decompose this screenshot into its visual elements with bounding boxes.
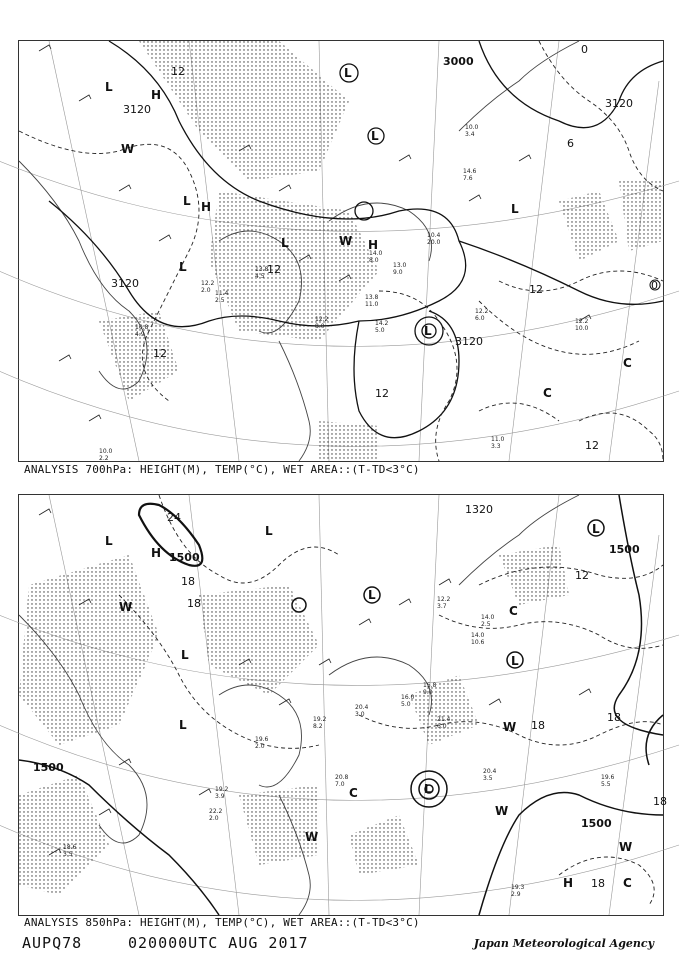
center-marker: L bbox=[368, 588, 376, 602]
height-label: 3120 bbox=[605, 97, 633, 110]
temp-label: 18 bbox=[531, 719, 545, 732]
station-obs: 10.8 4.9 bbox=[135, 324, 149, 338]
station-obs: 14.2 5.0 bbox=[375, 320, 389, 334]
station-obs: 21.4 6.0 bbox=[437, 716, 451, 730]
center-marker: L bbox=[424, 782, 432, 796]
chart-code: AUPQ78 bbox=[22, 934, 83, 952]
station-obs: 16.0 5.0 bbox=[401, 694, 415, 708]
center-marker: W bbox=[619, 840, 633, 854]
center-marker: L bbox=[181, 648, 189, 662]
center-marker: L bbox=[281, 236, 289, 250]
station-obs: 15.8 9.0 bbox=[423, 682, 437, 696]
height-label: 1500 bbox=[33, 761, 64, 774]
temp-label: 18 bbox=[591, 877, 605, 890]
center-marker: L bbox=[592, 522, 600, 536]
center-marker: L bbox=[179, 260, 187, 274]
temp-label: 18 bbox=[187, 597, 201, 610]
station-obs: 14.0 10.6 bbox=[471, 632, 485, 646]
caption-700hpa: ANALYSIS 700hPa: HEIGHT(M), TEMP(°C), WET AREA::(T-TD<3°C) bbox=[24, 463, 420, 476]
center-marker: L bbox=[344, 66, 352, 80]
center-marker: H bbox=[563, 876, 574, 890]
caption-850hpa: ANALYSIS 850hPa: HEIGHT(M), TEMP(°C), WET AREA::(T-TD<3°C) bbox=[24, 916, 420, 929]
station-obs: 13.0 9.0 bbox=[393, 262, 407, 276]
station-obs: 19.3 2.9 bbox=[511, 884, 525, 898]
center-marker: W bbox=[503, 720, 517, 734]
height-label: 3000 bbox=[443, 55, 474, 68]
station-obs: 12.2 3.7 bbox=[437, 596, 451, 610]
agency-name: Japan Meteorological Agency bbox=[473, 937, 654, 950]
center-marker: C bbox=[623, 876, 632, 890]
center-marker: L bbox=[105, 80, 113, 94]
station-obs: 13.8 11.0 bbox=[365, 294, 379, 308]
station-obs: 14.0 8.0 bbox=[369, 250, 383, 264]
height-label: 1500 bbox=[581, 817, 612, 830]
temp-label: 18 bbox=[181, 575, 195, 588]
wet-areas bbox=[19, 545, 569, 895]
temp-label: 0 bbox=[651, 279, 658, 292]
center-marker: L bbox=[179, 718, 187, 732]
chart-panel-850hpa bbox=[18, 494, 667, 916]
temp-label: 12 bbox=[529, 283, 543, 296]
center-marker: L bbox=[183, 194, 191, 208]
temp-label: 18 bbox=[653, 795, 667, 808]
center-marker: H bbox=[151, 546, 162, 560]
height-label: 3120 bbox=[455, 335, 483, 348]
station-obs: 19.6 5.5 bbox=[601, 774, 615, 788]
map-700hpa bbox=[19, 41, 663, 461]
temp-label: 12 bbox=[267, 263, 281, 276]
center-marker: H bbox=[368, 238, 379, 252]
station-obs: 12.2 8.0 bbox=[315, 316, 329, 330]
station-obs: 19.2 8.2 bbox=[313, 716, 327, 730]
height-label: 1320 bbox=[465, 503, 493, 516]
center-marker: C bbox=[543, 386, 552, 400]
station-obs: 20.4 3.5 bbox=[483, 768, 497, 782]
temp-label: 12 bbox=[375, 387, 389, 400]
height-label: 1500 bbox=[609, 543, 640, 556]
height-label: 3120 bbox=[111, 277, 139, 290]
temp-label: 12 bbox=[171, 65, 185, 78]
center-marker: L bbox=[511, 202, 519, 216]
temp-label: 12 bbox=[575, 569, 589, 582]
station-obs: 18.6 3.5 bbox=[63, 844, 77, 858]
center-marker: L bbox=[511, 654, 519, 668]
center-marker: C bbox=[623, 356, 632, 370]
station-obs: 14.6 7.6 bbox=[463, 168, 477, 182]
station-obs: 11.0 3.3 bbox=[491, 436, 505, 450]
center-marker: W bbox=[495, 804, 509, 818]
station-obs: 10.0 2.2 bbox=[99, 448, 113, 462]
center-marker: W bbox=[305, 830, 319, 844]
temp-label: 24 bbox=[167, 511, 181, 524]
center-marker: L bbox=[265, 524, 273, 538]
station-obs: 11.4 2.5 bbox=[215, 290, 229, 304]
temp-label: 6 bbox=[567, 137, 574, 150]
map-850hpa bbox=[19, 495, 667, 915]
height-label: 3120 bbox=[123, 103, 151, 116]
station-obs: 19.6 2.0 bbox=[255, 736, 269, 750]
station-obs: 20.4 3.0 bbox=[355, 704, 369, 718]
center-marker: H bbox=[151, 88, 162, 102]
station-obs: 19.2 3.9 bbox=[215, 786, 229, 800]
center-marker: C bbox=[509, 604, 518, 618]
station-obs: 22.2 2.0 bbox=[209, 808, 223, 822]
height-label: 1500 bbox=[169, 551, 200, 564]
station-obs: 12.2 10.0 bbox=[575, 318, 589, 332]
center-marker: W bbox=[339, 234, 353, 248]
center-marker: L bbox=[424, 324, 432, 338]
center-marker: W bbox=[121, 142, 135, 156]
chart-datetime: 020000UTC AUG 2017 bbox=[128, 934, 309, 952]
station-obs: 12.2 6.0 bbox=[475, 308, 489, 322]
temp-label: 18 bbox=[607, 711, 621, 724]
station-obs: 20.8 7.0 bbox=[335, 774, 349, 788]
station-obs: 10.0 3.4 bbox=[465, 124, 479, 138]
temp-label: 0 bbox=[581, 43, 588, 56]
center-marker: L bbox=[105, 534, 113, 548]
station-obs: 12.2 2.0 bbox=[201, 280, 215, 294]
center-marker: H bbox=[201, 200, 212, 214]
temp-label: 12 bbox=[153, 347, 167, 360]
center-marker: W bbox=[119, 600, 133, 614]
station-obs: 13.8 4.5 bbox=[255, 266, 269, 280]
center-marker: C bbox=[349, 786, 358, 800]
center-marker: L bbox=[371, 129, 379, 143]
station-obs: 14.0 2.5 bbox=[481, 614, 495, 628]
station-obs: 10.4 20.0 bbox=[427, 232, 441, 246]
chart-panel-700hpa bbox=[18, 40, 664, 462]
temp-label: 12 bbox=[585, 439, 599, 452]
